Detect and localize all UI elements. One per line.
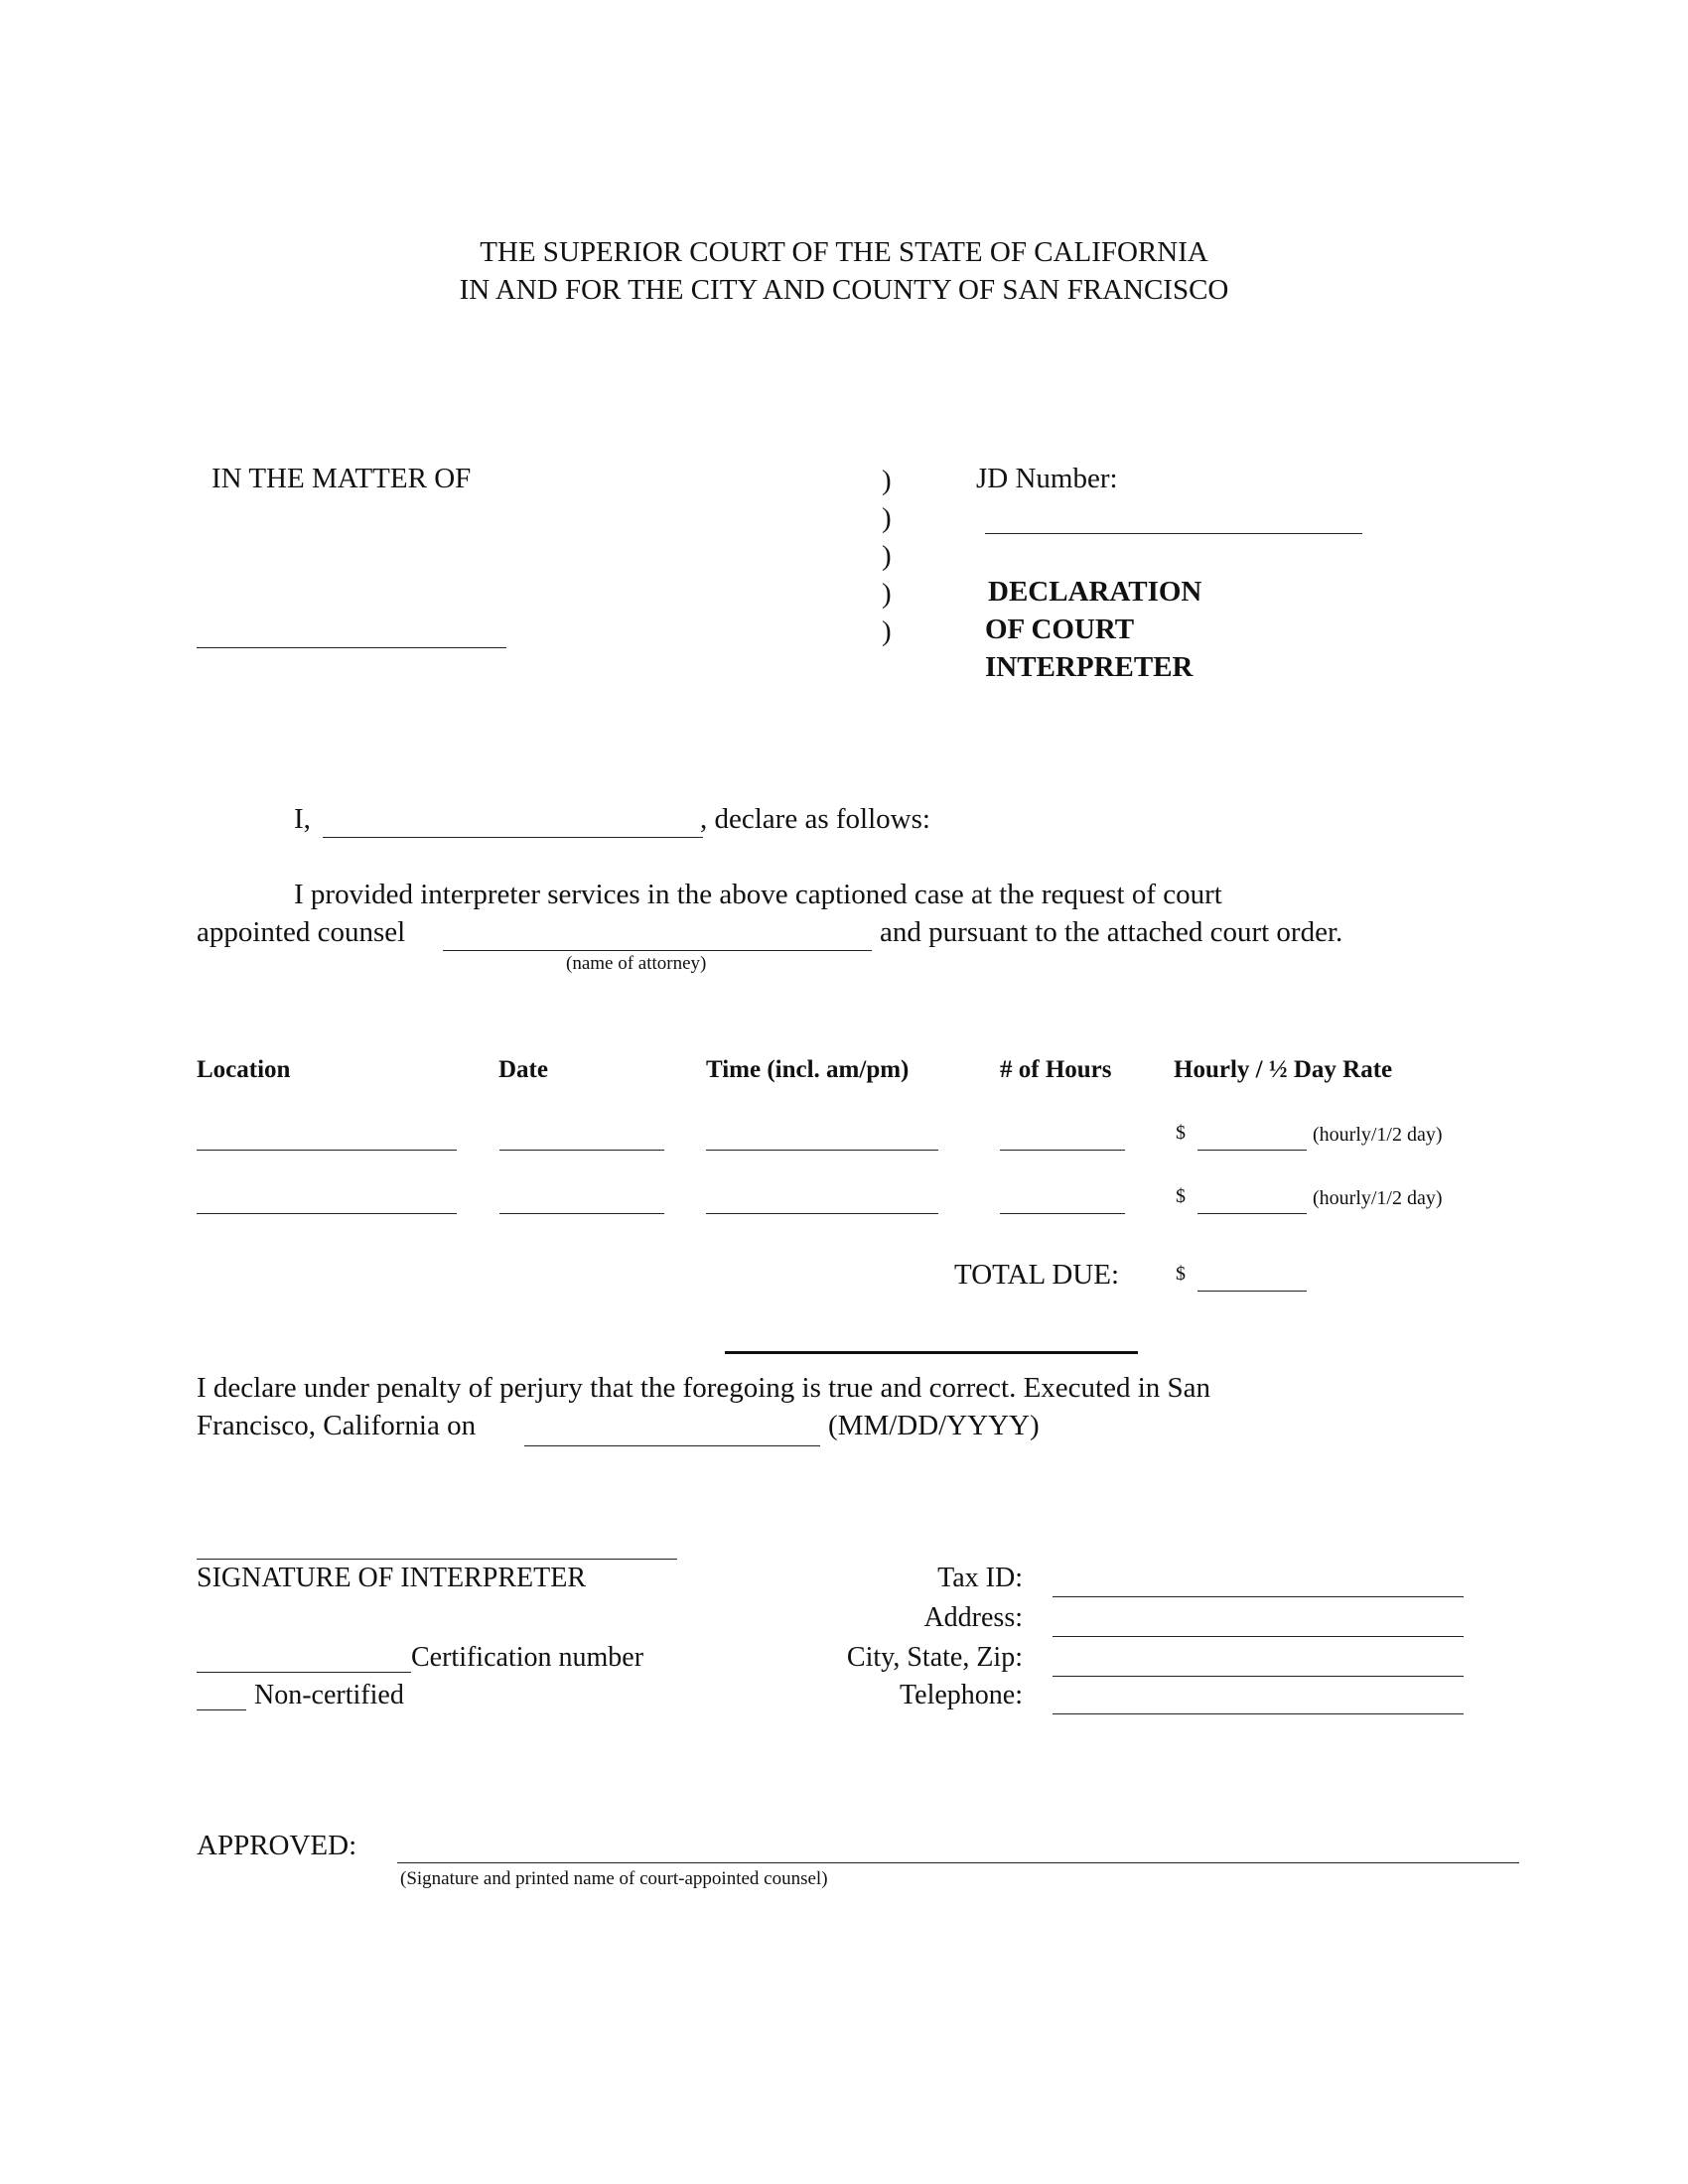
rate-caption: (hourly/1/2 day) bbox=[1313, 1187, 1443, 1209]
location-field[interactable] bbox=[197, 1150, 457, 1151]
date-field[interactable] bbox=[499, 1213, 664, 1214]
col-header-time: Time (incl. am/pm) bbox=[706, 1056, 910, 1083]
jd-number-field[interactable] bbox=[985, 533, 1362, 534]
hours-field[interactable] bbox=[1000, 1213, 1125, 1214]
approval-caption: (Signature and printed name of court-appointed counsel) bbox=[400, 1868, 828, 1889]
currency-sign: $ bbox=[1176, 1122, 1186, 1144]
col-header-rate: Hourly / ½ Day Rate bbox=[1174, 1056, 1393, 1083]
time-field[interactable] bbox=[706, 1150, 938, 1151]
approved-label: APPROVED: bbox=[197, 1830, 357, 1861]
form-title-line3: INTERPRETER bbox=[985, 651, 1194, 683]
tax-id-label: Tax ID: bbox=[937, 1563, 1023, 1593]
services-line2-suffix: and pursuant to the attached court order. bbox=[880, 916, 1343, 948]
caption-paren: ) bbox=[882, 465, 892, 496]
telephone-label: Telephone: bbox=[900, 1680, 1023, 1710]
col-header-date: Date bbox=[498, 1056, 548, 1083]
matter-label: IN THE MATTER OF bbox=[211, 463, 472, 494]
noncertified-checkbox[interactable] bbox=[197, 1709, 246, 1710]
rate-field[interactable] bbox=[1197, 1150, 1307, 1151]
perjury-line1: I declare under penalty of perjury that the foregoing is true and correct. Executed in San bbox=[197, 1372, 1211, 1404]
attorney-name-field[interactable] bbox=[443, 950, 872, 951]
signature-label: SIGNATURE OF INTERPRETER bbox=[197, 1563, 587, 1593]
currency-sign: $ bbox=[1176, 1185, 1186, 1207]
section-divider bbox=[725, 1351, 1138, 1354]
city-state-zip-label: City, State, Zip: bbox=[846, 1642, 1023, 1673]
jd-number-label: JD Number: bbox=[976, 463, 1118, 494]
declare-suffix: , declare as follows: bbox=[700, 803, 930, 835]
certification-number-field[interactable] bbox=[197, 1672, 411, 1673]
caption-paren: ) bbox=[882, 615, 892, 647]
total-due-label: TOTAL DUE: bbox=[954, 1259, 1120, 1291]
caption-paren: ) bbox=[882, 540, 892, 572]
rate-caption: (hourly/1/2 day) bbox=[1313, 1124, 1443, 1146]
form-title-line1: DECLARATION bbox=[988, 576, 1202, 608]
city-state-zip-field[interactable] bbox=[1053, 1676, 1464, 1677]
time-field[interactable] bbox=[706, 1213, 938, 1214]
noncertified-label: Non-certified bbox=[254, 1680, 404, 1710]
col-header-hours: # of Hours bbox=[1000, 1056, 1112, 1083]
caption-paren: ) bbox=[882, 578, 892, 610]
declarant-name-field[interactable] bbox=[323, 837, 703, 838]
certification-label: Certification number bbox=[411, 1642, 644, 1673]
court-name-line1: THE SUPERIOR COURT OF THE STATE OF CALIFORNIA bbox=[480, 236, 1208, 268]
execution-date-field[interactable] bbox=[524, 1445, 820, 1446]
location-field[interactable] bbox=[197, 1213, 457, 1214]
rate-field[interactable] bbox=[1197, 1213, 1307, 1214]
total-due-field[interactable] bbox=[1197, 1291, 1307, 1292]
hours-field[interactable] bbox=[1000, 1150, 1125, 1151]
declarant-prefix: I, bbox=[294, 803, 311, 835]
services-line2-prefix: appointed counsel bbox=[197, 916, 406, 948]
date-format-hint: (MM/DD/YYYY) bbox=[828, 1410, 1040, 1441]
services-line1: I provided interpreter services in the above captioned case at the request of court bbox=[294, 879, 1222, 910]
tax-id-field[interactable] bbox=[1053, 1596, 1464, 1597]
approval-signature-field[interactable] bbox=[397, 1862, 1519, 1863]
interpreter-signature-field[interactable] bbox=[197, 1559, 677, 1560]
perjury-line2-prefix: Francisco, California on bbox=[197, 1410, 477, 1441]
address-field[interactable] bbox=[1053, 1636, 1464, 1637]
form-title-line2: OF COURT bbox=[985, 614, 1135, 645]
date-field[interactable] bbox=[499, 1150, 664, 1151]
matter-name-field[interactable] bbox=[197, 647, 506, 648]
address-label: Address: bbox=[923, 1602, 1023, 1633]
attorney-caption: (name of attorney) bbox=[566, 953, 707, 974]
caption-paren: ) bbox=[882, 502, 892, 534]
court-name-line2: IN AND FOR THE CITY AND COUNTY OF SAN FRANCISCO bbox=[459, 274, 1229, 306]
currency-sign: $ bbox=[1176, 1263, 1186, 1285]
telephone-field[interactable] bbox=[1053, 1713, 1464, 1714]
col-header-location: Location bbox=[197, 1056, 291, 1083]
